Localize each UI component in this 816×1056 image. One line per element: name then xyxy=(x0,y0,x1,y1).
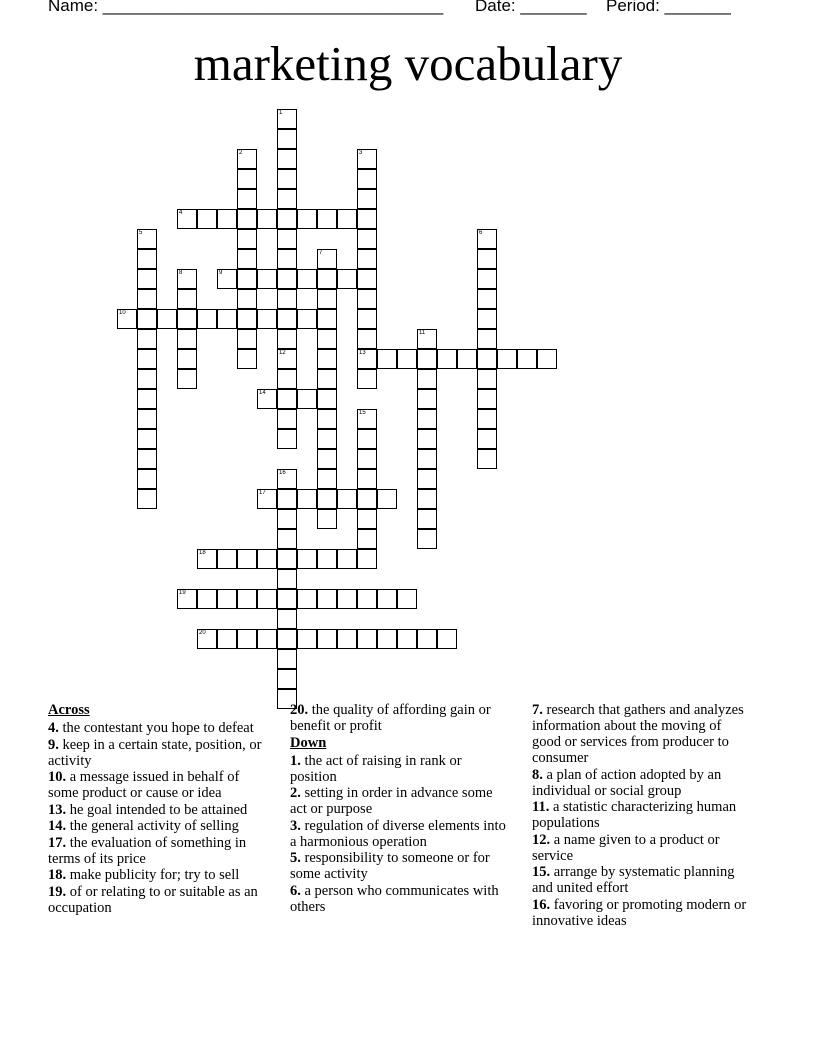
clue-number-label: 2. xyxy=(290,785,301,801)
clue-item xyxy=(48,769,268,801)
down-clue-list-continued xyxy=(532,702,752,929)
crossword-cell[interactable] xyxy=(277,509,297,529)
crossword-cell[interactable] xyxy=(277,289,297,309)
crossword-cell[interactable] xyxy=(137,469,157,489)
crossword-cell[interactable] xyxy=(137,449,157,469)
crossword-cell[interactable] xyxy=(357,249,377,269)
crossword-cell[interactable] xyxy=(357,409,377,429)
crossword-cell[interactable] xyxy=(377,349,397,369)
crossword-cell[interactable] xyxy=(517,349,537,369)
clue-item xyxy=(48,720,268,736)
crossword-cell[interactable] xyxy=(357,589,377,609)
clue-text: keep in a certain state, position, or activity xyxy=(48,736,262,769)
crossword-cell[interactable] xyxy=(217,589,237,609)
clue-item xyxy=(48,867,268,883)
crossword-cell[interactable] xyxy=(337,489,357,509)
clue-text: the evaluation of something in terms of its price xyxy=(48,834,247,867)
crossword-cell[interactable] xyxy=(357,189,377,209)
clue-number: 17 xyxy=(259,490,266,496)
crossword-cell[interactable] xyxy=(317,429,337,449)
clue-item xyxy=(48,737,268,769)
crossword-cell[interactable] xyxy=(137,429,157,449)
clue-number-label: 10. xyxy=(48,769,67,785)
crossword-cell[interactable] xyxy=(137,229,157,249)
crossword-cell[interactable] xyxy=(297,269,317,289)
crossword-cell[interactable] xyxy=(357,629,377,649)
crossword-cell[interactable] xyxy=(417,369,437,389)
crossword-cell[interactable] xyxy=(177,289,197,309)
crossword-cell[interactable] xyxy=(357,549,377,569)
across-clue-list xyxy=(48,720,268,916)
clue-text: a message issued in behalf of some product or cause or idea xyxy=(48,769,240,801)
crossword-cell[interactable] xyxy=(317,409,337,429)
crossword-cell[interactable] xyxy=(477,249,497,269)
crossword-cell[interactable] xyxy=(137,389,157,409)
crossword-cell[interactable] xyxy=(277,349,297,369)
crossword-cell[interactable] xyxy=(217,549,237,569)
crossword-cell[interactable] xyxy=(237,289,257,309)
period-field[interactable]: Period: _______ xyxy=(606,0,731,15)
clue-item xyxy=(48,835,268,867)
crossword-cell[interactable] xyxy=(277,569,297,589)
crossword-cell[interactable] xyxy=(277,389,297,409)
crossword-cell[interactable] xyxy=(177,329,197,349)
crossword-cell[interactable] xyxy=(277,629,297,649)
crossword-cell[interactable] xyxy=(317,509,337,529)
clue-number: 6 xyxy=(479,230,483,236)
crossword-cell[interactable] xyxy=(137,329,157,349)
crossword-cell[interactable] xyxy=(377,489,397,509)
crossword-cell[interactable] xyxy=(137,369,157,389)
clue-text: arrange by systematic planning and united effort xyxy=(532,864,735,896)
crossword-cell[interactable] xyxy=(297,629,317,649)
crossword-cell[interactable] xyxy=(197,589,217,609)
crossword-cell[interactable] xyxy=(137,309,157,329)
crossword-cell[interactable] xyxy=(237,269,257,289)
clue-column-2 xyxy=(290,702,510,915)
clue-number-label: 3. xyxy=(290,817,301,834)
crossword-cell[interactable] xyxy=(317,349,337,369)
crossword-cell[interactable] xyxy=(417,629,437,649)
crossword-cell[interactable] xyxy=(237,209,257,229)
crossword-cell[interactable] xyxy=(357,489,377,509)
clue-number-label: 18. xyxy=(48,867,67,883)
crossword-cell[interactable] xyxy=(297,549,317,569)
clue-number: 8 xyxy=(179,270,183,276)
crossword-cell[interactable] xyxy=(317,469,337,489)
crossword-cell[interactable] xyxy=(297,389,317,409)
crossword-cell[interactable] xyxy=(337,629,357,649)
crossword-cell[interactable] xyxy=(257,549,277,569)
clue-item xyxy=(290,702,510,734)
crossword-cell[interactable] xyxy=(177,369,197,389)
crossword-cell[interactable] xyxy=(357,509,377,529)
crossword-cell[interactable] xyxy=(277,249,297,269)
crossword-cell[interactable] xyxy=(377,589,397,609)
crossword-cell[interactable] xyxy=(317,549,337,569)
clue-item xyxy=(532,702,752,766)
crossword-cell[interactable] xyxy=(277,329,297,349)
clue-column-1 xyxy=(48,702,268,916)
crossword-cell[interactable] xyxy=(417,389,437,409)
crossword-cell[interactable] xyxy=(177,349,197,369)
crossword-cell[interactable] xyxy=(357,309,377,329)
crossword-cell[interactable] xyxy=(197,549,217,569)
crossword-cell[interactable] xyxy=(197,209,217,229)
crossword-cell[interactable] xyxy=(337,589,357,609)
crossword-cell[interactable] xyxy=(297,309,317,329)
crossword-cell[interactable] xyxy=(237,349,257,369)
crossword-cell[interactable] xyxy=(477,409,497,429)
crossword-cell[interactable] xyxy=(357,469,377,489)
clue-number: 16 xyxy=(279,470,286,476)
crossword-cell[interactable] xyxy=(277,169,297,189)
clue-number: 12 xyxy=(279,350,286,356)
clue-number: 4 xyxy=(179,210,183,216)
crossword-cell[interactable] xyxy=(317,449,337,469)
crossword-cell[interactable] xyxy=(477,389,497,409)
crossword-cell[interactable] xyxy=(377,629,397,649)
crossword-cell[interactable] xyxy=(297,209,317,229)
crossword-cell[interactable] xyxy=(277,489,297,509)
clue-text: the quality of affording gain or benefit or profit xyxy=(290,702,491,734)
crossword-cell[interactable] xyxy=(197,309,217,329)
across-heading: Across xyxy=(48,702,90,718)
clue-number: 15 xyxy=(359,410,366,416)
crossword-cell[interactable] xyxy=(537,349,557,369)
crossword-cell[interactable] xyxy=(237,329,257,349)
crossword-cell[interactable] xyxy=(397,349,417,369)
crossword-cell[interactable] xyxy=(357,349,377,369)
crossword-cell[interactable] xyxy=(357,429,377,449)
crossword-cell[interactable] xyxy=(357,269,377,289)
clue-number-label: 11. xyxy=(532,799,550,815)
clue-number-label: 4. xyxy=(48,720,59,736)
clue-number-label: 14. xyxy=(48,818,67,834)
crossword-cell[interactable] xyxy=(137,269,157,289)
clue-number-label: 6. xyxy=(290,882,301,899)
crossword-cell[interactable] xyxy=(137,249,157,269)
clue-number: 9 xyxy=(219,270,223,276)
crossword-cell[interactable] xyxy=(337,269,357,289)
crossword-cell[interactable] xyxy=(357,449,377,469)
clue-text: the act of raising in rank or position xyxy=(290,752,462,785)
clue-number-label: 5. xyxy=(290,850,301,866)
clue-text: setting in order in advance some act or purpose xyxy=(290,785,493,817)
clue-item xyxy=(532,897,752,929)
crossword-cell[interactable] xyxy=(277,429,297,449)
clue-number-label: 1. xyxy=(290,752,301,769)
crossword-cell[interactable] xyxy=(277,669,297,689)
crossword-cell[interactable] xyxy=(477,349,497,369)
crossword-cell[interactable] xyxy=(477,309,497,329)
crossword-cell[interactable] xyxy=(217,269,237,289)
clue-text: he goal intended to be attained xyxy=(66,801,248,818)
clue-number-label: 7. xyxy=(532,702,543,718)
crossword-cell[interactable] xyxy=(317,269,337,289)
crossword-cell[interactable] xyxy=(477,229,497,249)
crossword-cell[interactable] xyxy=(417,509,437,529)
clue-number-label: 8. xyxy=(532,766,543,783)
crossword-cell[interactable] xyxy=(277,309,297,329)
clue-item xyxy=(290,818,510,850)
name-field[interactable]: Name: ____________________________________ xyxy=(48,0,444,15)
crossword-cell[interactable] xyxy=(257,389,277,409)
crossword-cell[interactable] xyxy=(337,549,357,569)
crossword-cell[interactable] xyxy=(137,289,157,309)
clue-text: responsibility to someone or for some activity xyxy=(290,850,490,882)
clue-text: the general activity of selling xyxy=(66,818,239,834)
crossword-cell[interactable] xyxy=(457,349,477,369)
crossword-cell[interactable] xyxy=(317,329,337,349)
crossword-cell[interactable] xyxy=(337,209,357,229)
crossword-cell[interactable] xyxy=(157,309,177,329)
date-field[interactable]: Date: _______ xyxy=(475,0,587,15)
crossword-cell[interactable] xyxy=(317,589,337,609)
crossword-cell[interactable] xyxy=(237,589,257,609)
clue-item xyxy=(290,850,510,882)
crossword-cell[interactable] xyxy=(277,469,297,489)
clue-number-label: 13. xyxy=(48,801,67,818)
crossword-cell[interactable] xyxy=(357,169,377,189)
clue-text: a name given to a product or service xyxy=(532,831,720,864)
clue-item xyxy=(48,884,268,916)
crossword-cell[interactable] xyxy=(417,429,437,449)
crossword-cell[interactable] xyxy=(177,209,197,229)
crossword-cell[interactable] xyxy=(317,209,337,229)
crossword-cell[interactable] xyxy=(257,629,277,649)
crossword-cell[interactable] xyxy=(417,409,437,429)
crossword-cell[interactable] xyxy=(137,409,157,429)
crossword-cell[interactable] xyxy=(297,589,317,609)
crossword-cell[interactable] xyxy=(317,249,337,269)
down-clue-list xyxy=(290,753,510,915)
crossword-cell[interactable] xyxy=(237,189,257,209)
page-title: marketing vocabulary xyxy=(193,36,623,91)
crossword-cell[interactable] xyxy=(477,429,497,449)
crossword-cell[interactable] xyxy=(317,389,337,409)
clue-number: 13 xyxy=(359,350,366,356)
crossword-cell[interactable] xyxy=(317,289,337,309)
crossword-cell[interactable] xyxy=(277,109,297,129)
crossword-cell[interactable] xyxy=(397,589,417,609)
crossword-cell[interactable] xyxy=(177,309,197,329)
clue-text: research that gathers and analyzes information about the moving of good or services from producer to consumer xyxy=(532,702,744,766)
crossword-cell[interactable] xyxy=(277,609,297,629)
crossword-cell[interactable] xyxy=(237,229,257,249)
clue-item xyxy=(532,767,752,799)
clue-item xyxy=(290,753,510,785)
crossword-cell[interactable] xyxy=(257,209,277,229)
clue-number-label: 20. xyxy=(290,702,309,718)
crossword-cell[interactable] xyxy=(237,149,257,169)
crossword-cell[interactable] xyxy=(357,369,377,389)
crossword-cell[interactable] xyxy=(477,369,497,389)
clue-number: 18 xyxy=(199,550,206,556)
clue-column-3 xyxy=(532,702,752,929)
clue-item xyxy=(48,802,268,818)
crossword-cell[interactable] xyxy=(257,589,277,609)
crossword-cell[interactable] xyxy=(237,249,257,269)
clue-number-label: 16. xyxy=(532,896,551,913)
clue-number: 14 xyxy=(259,390,266,396)
clue-item xyxy=(290,883,510,915)
crossword-cell[interactable] xyxy=(497,349,517,369)
crossword-cell[interactable] xyxy=(417,469,437,489)
clue-number: 1 xyxy=(279,110,283,116)
crossword-cell[interactable] xyxy=(177,589,197,609)
crossword-cell[interactable] xyxy=(417,329,437,349)
crossword-cell[interactable] xyxy=(357,149,377,169)
crossword-cell[interactable] xyxy=(317,629,337,649)
clue-number-label: 12. xyxy=(532,831,551,848)
crossword-cell[interactable] xyxy=(137,489,157,509)
clue-number-label: 19. xyxy=(48,883,67,900)
crossword-cell[interactable] xyxy=(317,489,337,509)
crossword-cell[interactable] xyxy=(237,169,257,189)
clue-number: 3 xyxy=(359,150,363,156)
crossword-cell[interactable] xyxy=(357,229,377,249)
crossword-cell[interactable] xyxy=(217,309,237,329)
clue-item xyxy=(532,864,752,896)
clue-number-label: 15. xyxy=(532,864,551,880)
crossword-cell[interactable] xyxy=(117,309,137,329)
clue-text: a plan of action adopted by an individual or social group xyxy=(532,766,722,799)
crossword-cell[interactable] xyxy=(277,589,297,609)
clue-item xyxy=(532,832,752,864)
clue-number-label: 17. xyxy=(48,834,67,851)
clue-text: of or relating to or suitable as an occupation xyxy=(48,883,258,916)
crossword-cell[interactable] xyxy=(277,189,297,209)
clue-item xyxy=(48,818,268,834)
crossword-cell[interactable] xyxy=(277,529,297,549)
crossword-cell[interactable] xyxy=(257,489,277,509)
clue-number: 19 xyxy=(179,590,186,596)
crossword-cell[interactable] xyxy=(317,309,337,329)
crossword-cell[interactable] xyxy=(237,549,257,569)
down-heading: Down xyxy=(290,734,327,751)
crossword-cell[interactable] xyxy=(477,329,497,349)
crossword-cell[interactable] xyxy=(437,629,457,649)
crossword-cell[interactable] xyxy=(357,329,377,349)
crossword-cell[interactable] xyxy=(437,349,457,369)
clue-number-label: 9. xyxy=(48,736,59,753)
clue-text: a statistic characterizing human populations xyxy=(532,799,737,831)
clue-number: 7 xyxy=(319,250,323,256)
crossword-cell[interactable] xyxy=(177,269,197,289)
crossword-cell[interactable] xyxy=(417,349,437,369)
crossword-cell[interactable] xyxy=(357,529,377,549)
across-clue-list-continued xyxy=(290,702,510,734)
clue-number: 10 xyxy=(119,310,126,316)
crossword-cell[interactable] xyxy=(277,129,297,149)
crossword-cell[interactable] xyxy=(417,529,437,549)
crossword-cell[interactable] xyxy=(277,549,297,569)
crossword-cell[interactable] xyxy=(317,369,337,389)
crossword-cell[interactable] xyxy=(357,289,377,309)
crossword-cell[interactable] xyxy=(277,269,297,289)
clue-number: 20 xyxy=(199,630,206,636)
clue-item xyxy=(532,799,752,831)
clue-text: the contestant you hope to defeat xyxy=(58,720,254,736)
crossword-cell[interactable] xyxy=(237,629,257,649)
crossword-cell[interactable] xyxy=(277,409,297,429)
crossword-cell[interactable] xyxy=(357,209,377,229)
crossword-cell[interactable] xyxy=(297,489,317,509)
crossword-cell[interactable] xyxy=(217,629,237,649)
clue-text: favoring or promoting modern or innovative ideas xyxy=(532,896,747,929)
crossword-cell[interactable] xyxy=(477,289,497,309)
crossword-cell[interactable] xyxy=(277,209,297,229)
crossword-cell[interactable] xyxy=(417,449,437,469)
crossword-cell[interactable] xyxy=(237,309,257,329)
crossword-cell[interactable] xyxy=(277,229,297,249)
crossword-cell[interactable] xyxy=(277,369,297,389)
clue-number: 11 xyxy=(419,330,426,336)
crossword-cell[interactable] xyxy=(277,149,297,169)
clue-item xyxy=(290,785,510,817)
crossword-cell[interactable] xyxy=(197,629,217,649)
crossword-cell[interactable] xyxy=(417,489,437,509)
clue-text: make publicity for; try to sell xyxy=(66,867,240,883)
crossword-cell[interactable] xyxy=(137,349,157,369)
crossword-cell[interactable] xyxy=(477,269,497,289)
crossword-cell[interactable] xyxy=(397,629,417,649)
clue-text: a person who communicates with others xyxy=(290,882,499,915)
crossword-cell[interactable] xyxy=(477,449,497,469)
crossword-cell[interactable] xyxy=(257,269,277,289)
clue-text: regulation of diverse elements into a harmonious operation xyxy=(290,817,506,850)
crossword-cell[interactable] xyxy=(257,309,277,329)
crossword-cell[interactable] xyxy=(217,209,237,229)
clue-number: 2 xyxy=(239,150,243,156)
clue-number: 5 xyxy=(139,230,143,236)
crossword-cell[interactable] xyxy=(277,649,297,669)
